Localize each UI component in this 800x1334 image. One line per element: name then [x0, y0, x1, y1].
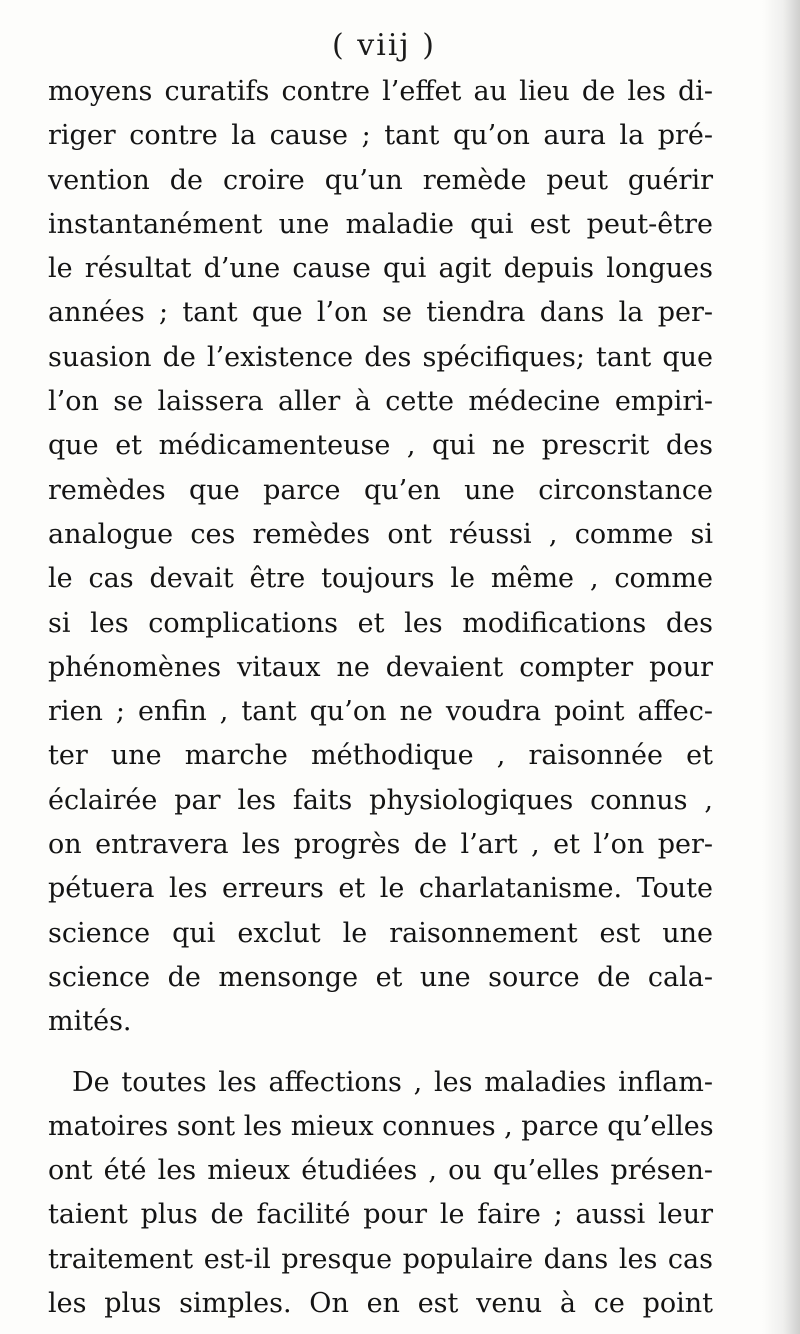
text-line: instantanément une maladie qui est peut-être	[48, 208, 713, 240]
paragraph-gap	[48, 1045, 713, 1061]
text-line: que et médicamenteuse , qui ne prescrit des	[48, 430, 713, 462]
text-line: si les complications et les modifications des	[48, 607, 713, 639]
text-line: pétuera les erreurs et le charlatanisme. Toute	[48, 873, 713, 905]
text-line: suasion de l’existence des spécifiques; tant que	[48, 341, 713, 373]
text-line: mités.	[48, 1006, 132, 1038]
text-line: moyens curatifs contre l’effet au lieu de les di-	[48, 76, 713, 107]
text-line: le résultat d’une cause qui agit depuis longues	[48, 253, 713, 285]
text-line: vention de croire qu’un remède peut guérir	[48, 164, 713, 196]
text-line: ont été les mieux étudiées , ou qu’elles présen-	[48, 1155, 713, 1187]
text-line: De toutes les affections , les maladies inflam-	[72, 1066, 713, 1098]
text-line: traitement est-il presque populaire dans les cas	[48, 1243, 713, 1275]
text-line: rien ; enfin , tant qu’on ne voudra point affec-	[48, 696, 713, 728]
text-line: l’on se laissera aller à cette médecine empiri-	[48, 386, 713, 418]
text-line: on entravera les progrès de l’art , et l’on per-	[48, 829, 713, 861]
text-line: matoires sont les mieux connues , parce qu’elles	[48, 1110, 714, 1142]
text-line: remèdes que parce qu’en une circonstance	[48, 474, 713, 506]
text-line: analogue ces remèdes ont réussi , comme si	[48, 518, 713, 550]
body-text	[48, 70, 713, 1326]
text-line: riger contre la cause ; tant qu’on aura la pré-	[48, 120, 713, 152]
paragraph-1	[48, 70, 713, 1045]
text-line: taient plus de facilité pour le faire ; aussi leur	[48, 1199, 713, 1231]
text-line: les plus simples. On en est venu à ce point	[48, 1288, 713, 1320]
text-line: science qui exclut le raisonnement est une	[48, 917, 713, 949]
text-line: éclairée par les faits physiologiques connus ,	[48, 784, 713, 816]
text-line: le cas devait être toujours le même , comme	[48, 563, 713, 595]
text-line: années ; tant que l’on se tiendra dans la per-	[48, 297, 713, 329]
paragraph-2	[48, 1061, 713, 1327]
page-number: ( viij )	[332, 28, 436, 63]
text-line: ter une marche méthodique , raisonnée et	[48, 740, 713, 772]
page-edge-shadow	[762, 0, 800, 1334]
text-line: phénomènes vitaux ne devaient compter pour	[48, 651, 713, 683]
text-line: science de mensonge et une source de cala-	[48, 961, 713, 993]
